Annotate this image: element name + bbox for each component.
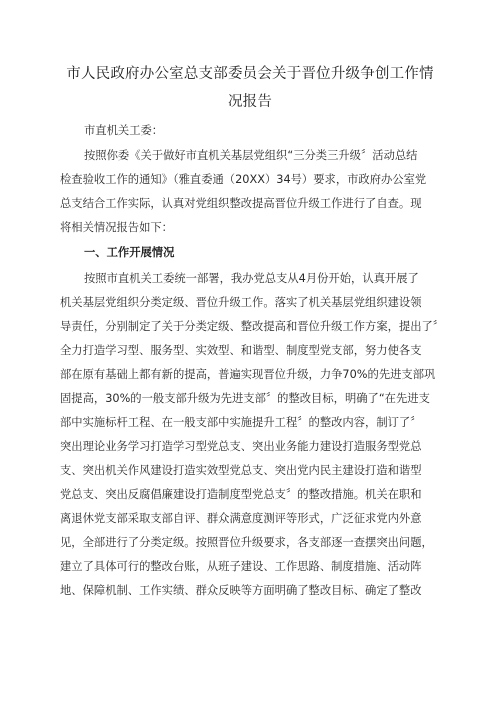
body-line: 支、突出机关作风建设打造实效型党总支、突出党内民主建设打造和谐型 [60, 464, 422, 477]
intro-line: 总支结合工作实际，认真对党组织整改提高晋位升级工作进行了自查。现 [60, 197, 422, 210]
body-line: 部在原有基础上都有新的提高，普遍实现晋位升级，力争70%的先进支部巩 [60, 368, 436, 381]
body-line: 机关基层党组织分类定级、晋位升级工作。落实了机关基层党组织建设领 [60, 296, 422, 309]
body-line: 党总支、突出反腐倡廉建设打造制度型党总支〞的整改措施。机关在职和 [60, 488, 422, 501]
body-line: 突出理论业务学习打造学习型党总支、突出业务能力建设打造服务型党总 [60, 440, 422, 453]
body-line: 导责任，分别制定了关于分类定级、整改提高和晋位升级工作方案，提出了〞 [60, 320, 445, 333]
document-title-line-2: 况报告 [227, 94, 273, 110]
section-heading: 一、工作开展情况 [84, 246, 175, 259]
salutation: 市直机关工委： [84, 124, 164, 137]
body-line: 全力打造学习型、服务型、实效型、和谐型、制度型党支部，努力使各支 [60, 344, 422, 357]
intro-line: 将相关情况报告如下： [60, 221, 173, 234]
document-title-line-1: 市人民政府办公室总支部委员会关于晋位升级争创工作情 [66, 66, 434, 82]
body-line: 离退休党支部采取支部自评、群众满意度测评等形式，广泛征求党内外意 [60, 512, 422, 525]
body-line: 建立了具体可行的整改台账，从班子建设、工作思路、制度措施、活动阵 [60, 560, 422, 573]
body-line: 见，全部进行了分类定级。按照晋位升级要求，各支部逐一查摆突出问题， [60, 536, 433, 549]
intro-line: 按照你委《关于做好市直机关基层党组织“三分类三升级〞活动总结 [84, 149, 418, 162]
intro-line: 检查验收工作的通知》（雅直委通（20XX）34号）要求，市政府办公室党 [60, 173, 427, 186]
body-line: 部中实施标杆工程、在一般支部中实施提升工程〞的整改内容，制订了〞 [60, 416, 422, 429]
body-line: 固提高，30%的一般支部升级为先进支部〞的整改目标，明确了“在先进支 [60, 392, 430, 405]
body-line: 按照市直机关工委统一部署，我办党总支从4月份开始，认真开展了 [84, 272, 419, 285]
body-line: 地、保障机制、工作实绩、群众反映等方面明确了整改目标、确定了整改 [60, 584, 422, 597]
